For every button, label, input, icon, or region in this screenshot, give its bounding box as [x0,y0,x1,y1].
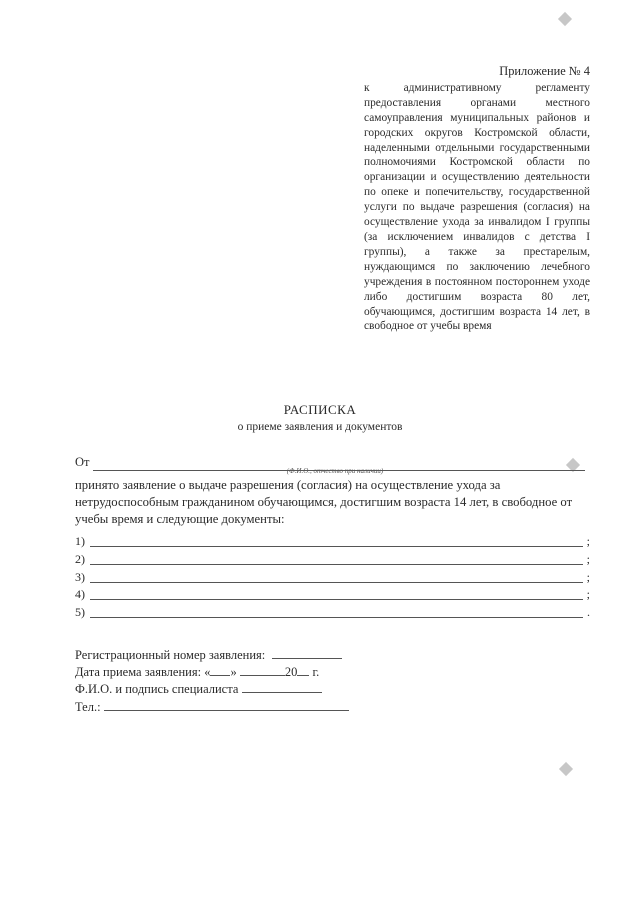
registration-row [75,647,395,664]
document-number: 3) [75,569,85,584]
document-row [75,605,590,623]
document-row [75,534,590,552]
date-row [75,664,395,681]
document-field[interactable] [90,599,583,600]
from-label: От [75,455,90,469]
phone-label: Тел.: [75,699,101,714]
document-end: ; [586,534,590,548]
scan-mark-icon [558,12,572,26]
date-day-field[interactable] [210,664,230,676]
from-caption: (Ф.И.О., отчество при наличии) [286,467,384,475]
phone-row [75,699,395,716]
receipt-subtitle: о приеме заявления и документов [237,421,403,433]
date-year-field[interactable] [297,664,309,676]
document-number: 2) [75,551,85,566]
document-field[interactable] [90,582,583,583]
document-number: 4) [75,587,85,602]
document-end: ; [586,569,590,584]
document-end: ; [586,587,590,602]
appendix-body: к административному регламенту предоставления органами местного самоуправления муниципальных районов и городских округов Костромской области, наделенными отдельными государственными полномочиями Костромской области по организации и осуществлению деятельности по опеке и попечительству, государственной услуги по выдаче разрешения (согласия) на осуществление ухода за инвалидом I группы (за исключением инвалидов с детства I группы), а также за престарелым, нуждающимся по заключению лечебного учреждения в постоянном постороннем уходе либо достигшим возраста 80 лет, обучающимся, достигшим возраста 14 лет, в свободное от учебы время [364,81,590,333]
document-number: 5) [75,605,85,620]
appendix-block [364,64,590,334]
date-label: Дата приема заявления: « [75,665,211,680]
document-row [75,552,590,570]
date-month-field[interactable] [240,664,285,676]
document-row [75,570,590,588]
document-end: ; [586,551,590,566]
specialist-row [75,681,395,698]
footer-block [75,647,395,716]
documents-list [75,534,590,623]
document-field[interactable] [90,617,583,618]
date-suffix: г. [312,665,320,680]
document-number: 1) [75,534,85,548]
date-quote: » [230,665,237,680]
registration-number-field[interactable] [272,647,342,659]
appendix-title: Приложение № 4 [499,64,590,78]
document-row [75,587,590,605]
specialist-label: Ф.И.О. и подпись специалиста [75,682,239,697]
scan-mark-icon [559,762,573,776]
date-year: 20 [284,665,298,680]
registration-label: Регистрационный номер заявления: [75,648,266,662]
main-statement: принято заявление о выдаче разрешения (согласия) на осуществление ухода за нетрудоспособным гражданином обучающимся, достигшим возраста 14 лет, в свободное от учебы время и следующие документы: [75,478,573,526]
phone-field[interactable] [104,699,349,711]
document-field[interactable] [90,564,583,565]
receipt-heading [0,402,640,433]
document-end: . [587,605,590,620]
receipt-title: РАСПИСКА [283,402,357,417]
specialist-signature-field[interactable] [242,681,322,693]
document-field[interactable] [90,546,583,547]
